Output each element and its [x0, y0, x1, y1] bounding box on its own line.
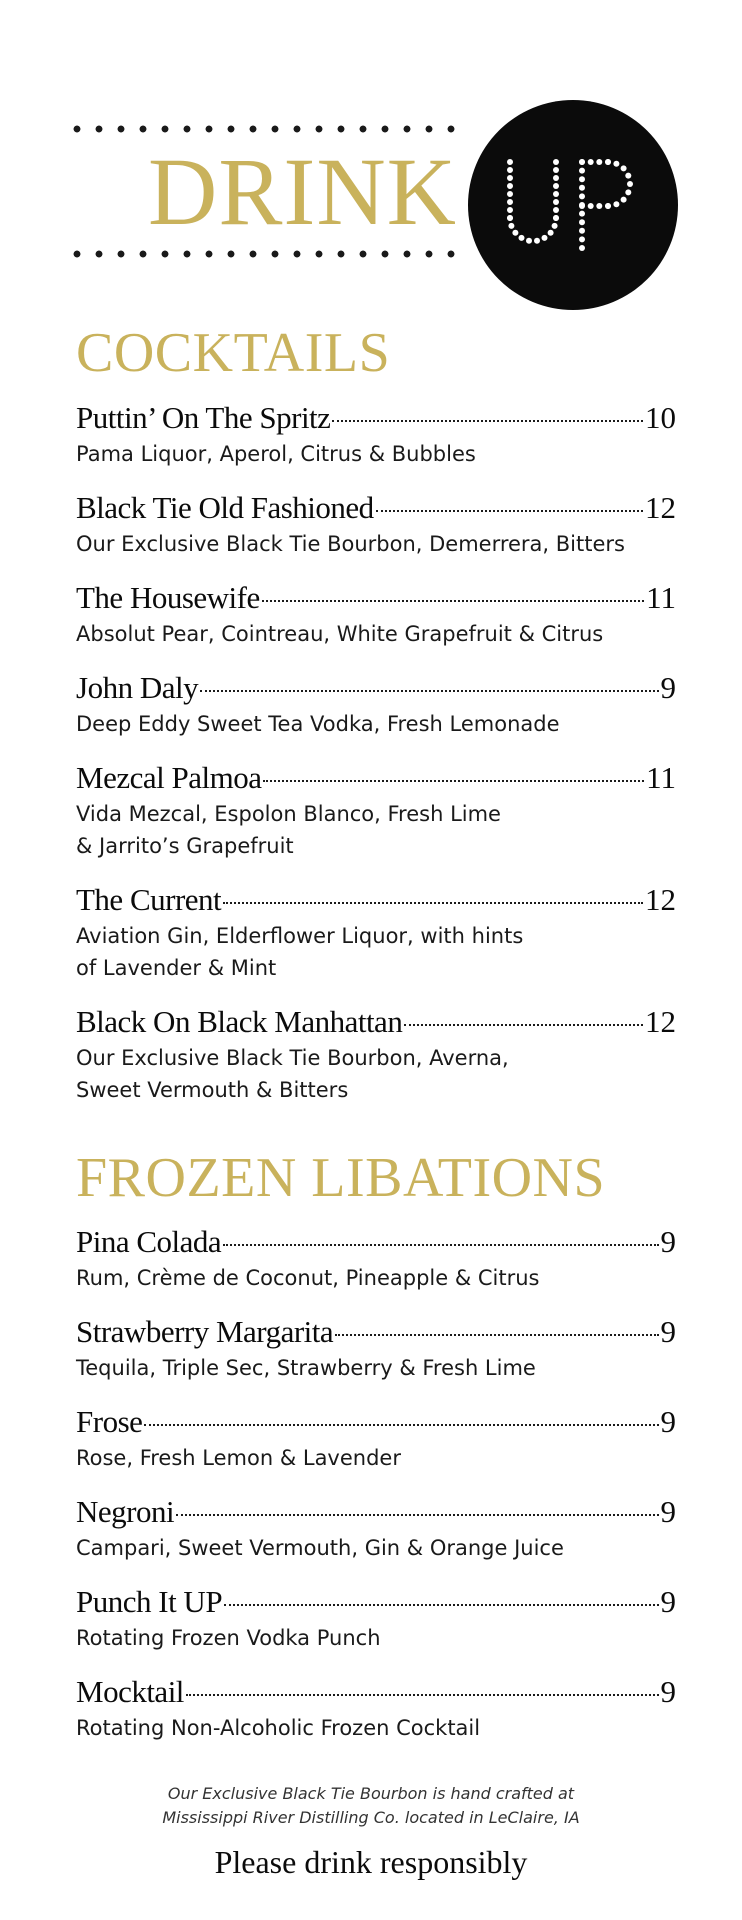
item-price: 9 [660, 1494, 676, 1529]
menu-item [76, 578, 676, 650]
marquee-dot [534, 238, 540, 244]
item-price: 9 [660, 1404, 676, 1439]
marquee-dot [507, 183, 513, 189]
item-description: Deep Eddy Sweet Tea Vodka, Fresh Lemonade [76, 712, 560, 736]
item-price: 9 [660, 1674, 676, 1709]
dot-leader [335, 1334, 658, 1336]
footer-bourbon-note [0, 1782, 742, 1830]
item-name: Strawberry Margarita [76, 1314, 334, 1349]
marquee-dot [553, 159, 559, 165]
brand-up-badge [468, 100, 678, 310]
item-description: Aviation Gin, Elderflower Liquor, with hints of Lavender & Mint [76, 924, 524, 980]
marquee-dot [579, 159, 585, 165]
footer-note-line-2: Mississippi River Distilling Co. located in LeClaire, IA [162, 1808, 580, 1827]
menu-header [0, 0, 742, 310]
brand-drink-word: DRINK [148, 138, 457, 245]
dot-leader [176, 1514, 658, 1516]
item-price: 9 [660, 1314, 676, 1349]
item-price: 12 [645, 882, 676, 917]
marquee-dot [579, 219, 585, 225]
marquee-dot [512, 230, 518, 236]
marquee-dot [605, 203, 611, 209]
menu-item [76, 1672, 676, 1744]
menu-item [76, 1002, 676, 1106]
menu-item [76, 1222, 676, 1294]
menu-item [76, 1492, 676, 1564]
marquee-dot [621, 165, 627, 171]
item-price: 10 [645, 400, 676, 435]
item-price: 12 [645, 490, 676, 525]
marquee-dot [526, 238, 532, 244]
marquee-dot [542, 235, 548, 241]
marquee-dot [588, 159, 594, 165]
dot-leader [186, 1694, 659, 1696]
item-description: Rum, Crème de Coconut, Pineapple & Citrus [76, 1266, 540, 1290]
footer-note-line-1: Our Exclusive Black Tie Bourbon is hand crafted at [167, 1784, 575, 1803]
item-description: Pama Liquor, Aperol, Citrus & Bubbles [76, 442, 476, 466]
footer-drink-responsibly: Please drink responsibly [214, 1844, 528, 1880]
marquee-dot [579, 236, 585, 242]
item-name: Punch It UP [76, 1584, 223, 1619]
dotted-rule-bottom [66, 249, 466, 259]
marquee-dot [579, 228, 585, 234]
item-name: Mezcal Palmoa [76, 760, 262, 795]
section-title-frozen-libations: FROZEN LIBATIONS [76, 1147, 606, 1209]
marquee-dot [553, 215, 559, 221]
dot-leader [262, 600, 644, 602]
marquee-dot [507, 191, 513, 197]
menu-item [76, 488, 676, 560]
item-price: 11 [646, 760, 676, 795]
marquee-dot [507, 159, 513, 165]
section-title-cocktails: COCKTAILS [76, 322, 391, 384]
marquee-dot [596, 159, 602, 165]
marquee-dot [625, 189, 631, 195]
marquee-dot [605, 159, 611, 165]
item-description: Rotating Frozen Vodka Punch [76, 1626, 381, 1650]
dot-leader [263, 780, 644, 782]
dot-leader [332, 420, 643, 422]
item-name: The Housewife [76, 580, 260, 615]
item-price: 12 [645, 1004, 676, 1039]
dot-leader [376, 510, 643, 512]
marquee-dot [588, 203, 594, 209]
marquee-dot [553, 175, 559, 181]
dotted-rule-top [66, 124, 466, 134]
menu-item [76, 1582, 676, 1654]
menu-item [76, 668, 676, 740]
item-description: Rotating Non-Alcoholic Frozen Cocktail [76, 1716, 481, 1740]
item-description: Rose, Fresh Lemon & Lavender [76, 1446, 401, 1470]
item-name: The Current [76, 882, 222, 917]
item-name: Black On Black Manhattan [76, 1004, 403, 1039]
marquee-dot [553, 167, 559, 173]
marquee-dot [579, 203, 585, 209]
menu-item [76, 1312, 676, 1384]
dot-leader [404, 1024, 643, 1026]
item-name: Negroni [76, 1494, 175, 1529]
marquee-dot [553, 183, 559, 189]
menu-item [76, 880, 676, 984]
marquee-dot [579, 211, 585, 217]
marquee-dot [552, 223, 558, 229]
item-name: Frose [76, 1404, 143, 1439]
marquee-dot [507, 199, 513, 205]
menu-item [76, 1402, 676, 1474]
item-price: 9 [660, 670, 676, 705]
dot-leader [200, 690, 658, 692]
marquee-dot [579, 245, 585, 251]
item-name: Puttin’ On The Spritz [76, 400, 331, 435]
marquee-dot [507, 175, 513, 181]
marquee-dot [553, 199, 559, 205]
marquee-dot [508, 223, 514, 229]
marquee-dot [519, 235, 525, 241]
menu-item [76, 758, 676, 862]
marquee-dot [548, 230, 554, 236]
item-description: Tequila, Triple Sec, Strawberry & Fresh Lime [76, 1356, 536, 1380]
marquee-dot [579, 168, 585, 174]
item-description: Our Exclusive Black Tie Bourbon, Demerrera, Bitters [76, 532, 625, 556]
item-price: 9 [660, 1224, 676, 1259]
marquee-dot [507, 215, 513, 221]
item-name: Black Tie Old Fashioned [76, 490, 374, 525]
marquee-dot [553, 207, 559, 213]
item-name: Pina Colada [76, 1224, 222, 1259]
item-name: Mocktail [76, 1674, 184, 1709]
item-description: Absolut Pear, Cointreau, White Grapefruit & Citrus [76, 622, 604, 646]
dot-leader [144, 1424, 658, 1426]
dot-leader [223, 1244, 658, 1246]
item-name: John Daly [76, 670, 199, 705]
marquee-dot [627, 181, 633, 187]
dot-leader [223, 902, 643, 904]
marquee-dot [579, 176, 585, 182]
item-price: 9 [660, 1584, 676, 1619]
marquee-dot [553, 191, 559, 197]
item-description: Vida Mezcal, Espolon Blanco, Fresh Lime & Jarrito’s Grapefruit [76, 802, 501, 858]
marquee-dot [596, 203, 602, 209]
dot-leader [224, 1604, 658, 1606]
marquee-dot [579, 185, 585, 191]
marquee-dot [613, 201, 619, 207]
marquee-dot [613, 161, 619, 167]
menu-item [76, 398, 676, 470]
marquee-dot [625, 173, 631, 179]
item-description: Our Exclusive Black Tie Bourbon, Averna, Sweet Vermouth & Bitters [76, 1046, 509, 1102]
item-price: 11 [646, 580, 676, 615]
marquee-dot [507, 207, 513, 213]
item-description: Campari, Sweet Vermouth, Gin & Orange Juice [76, 1536, 564, 1560]
up-dotted-lettering [468, 100, 678, 310]
marquee-dot [579, 193, 585, 199]
marquee-dot [507, 167, 513, 173]
marquee-dot [621, 197, 627, 203]
